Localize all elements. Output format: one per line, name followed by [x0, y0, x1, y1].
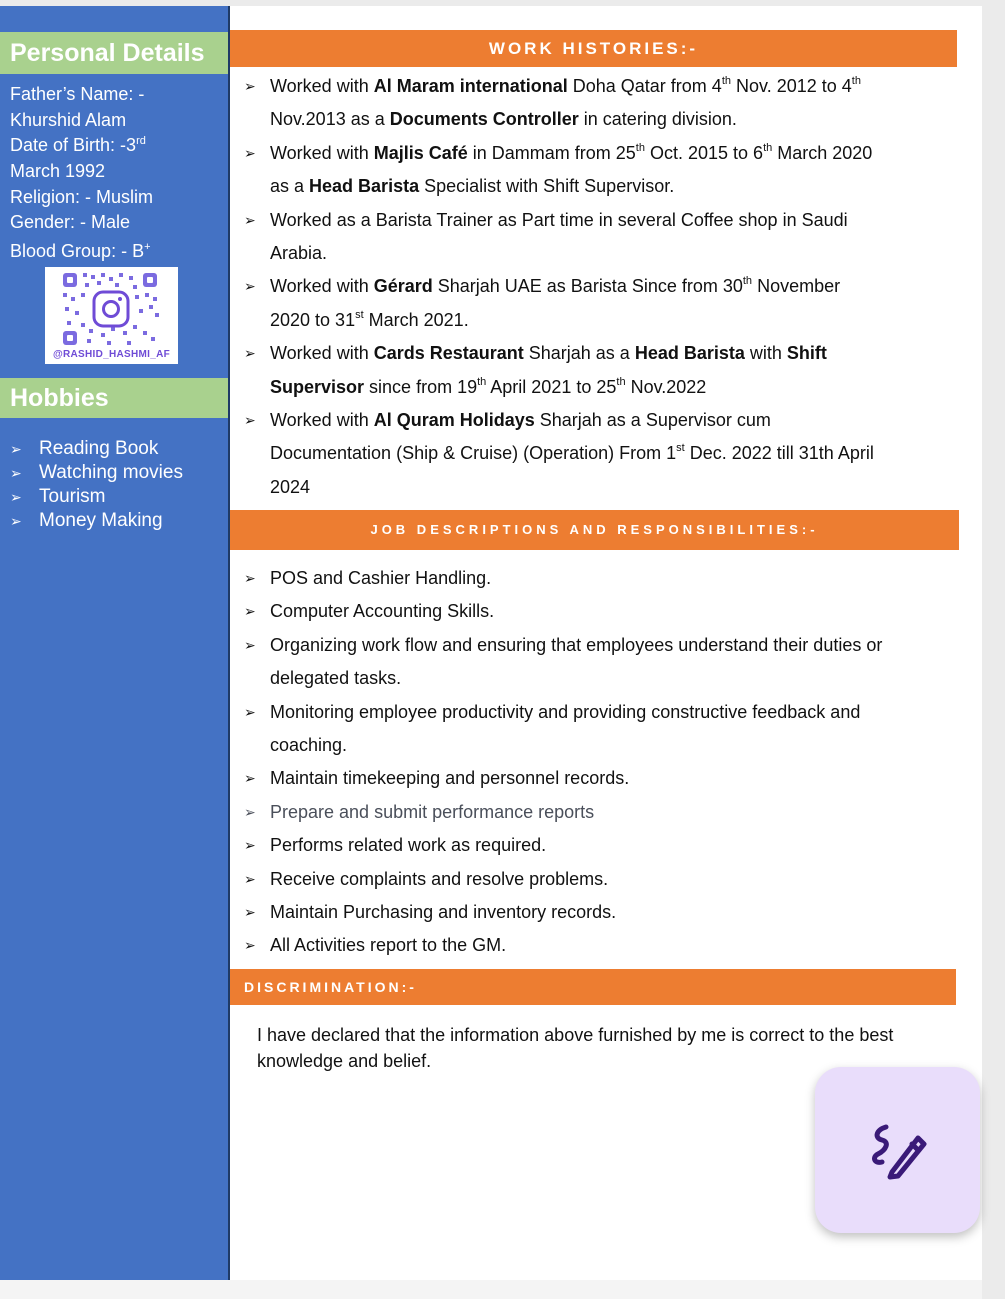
job-line: ➢ Receive complaints and resolve problems. — [240, 863, 960, 896]
arrow-bullet-icon: ➢ — [244, 770, 256, 787]
work-line: ➢ Worked with Al Maram international Doha Qatar from 4th Nov. 2012 to 4th — [240, 70, 960, 103]
work-line: 2020 to 31st March 2021. — [270, 308, 469, 330]
dob-rest: March 1992 — [10, 161, 106, 181]
qr-handle-label: @RASHID_HASHMI_AF — [52, 349, 171, 360]
personal-details-heading: Personal Details — [0, 32, 228, 74]
arrow-bullet-icon: ➢ — [244, 636, 256, 653]
arrow-bullet-icon: ➢ — [244, 211, 256, 228]
arrow-bullet-icon: ➢ — [244, 603, 256, 620]
work-line: Arabia. — [270, 243, 328, 264]
job-line: ➢ Maintain timekeeping and personnel records. — [240, 762, 960, 795]
declaration-text: I have declared that the information above furnished by me is correct to the best knowledge and belief. — [257, 1025, 894, 1071]
work-line: ➢ Worked with Cards Restaurant Sharjah as a Head Barista with Shift — [240, 337, 960, 370]
sidebar — [0, 6, 228, 1280]
work-line: ➢ Worked with Al Quram Holidays Sharjah as a Supervisor cum — [240, 404, 960, 437]
dob-line: Date of Birth: -3rd — [10, 135, 146, 155]
work-line: ➢ Worked as a Barista Trainer as Part time in several Coffee shop in Saudi — [240, 204, 960, 237]
qr-pattern — [45, 267, 178, 349]
arrow-bullet-icon: ➢ — [244, 703, 256, 720]
job-line: ➢ Monitoring employee productivity and providing constructive feedback and — [240, 696, 960, 729]
arrow-bullet-icon: ➢ — [244, 78, 256, 94]
hobbies-list — [0, 437, 228, 533]
arrow-bullet-icon: ➢ — [10, 465, 22, 481]
hobby-item: ➢ Watching movies — [10, 462, 183, 483]
arrow-bullet-icon: ➢ — [244, 837, 256, 854]
gender: Gender: - Male — [10, 212, 131, 232]
work-history-list — [240, 70, 960, 504]
job-line: ➢ Computer Accounting Skills. — [240, 595, 960, 628]
arrow-bullet-icon: ➢ — [244, 870, 256, 887]
hobby-item: ➢ Money Making — [10, 510, 163, 531]
arrow-bullet-icon: ➢ — [244, 345, 256, 362]
blood-group: Blood Group: - B+ — [10, 241, 151, 261]
job-line: ➢ Organizing work flow and ensuring that employees understand their duties or — [240, 629, 960, 662]
arrow-bullet-icon: ➢ — [244, 278, 256, 295]
arrow-bullet-icon: ➢ — [10, 441, 22, 457]
arrow-bullet-icon: ➢ — [244, 570, 256, 586]
work-line: Documentation (Ship & Cruise) (Operation) From 1st Dec. 2022 till 31th April — [270, 442, 874, 464]
work-line: ➢ Worked with Majlis Café in Dammam from 25th Oct. 2015 to 6th March 2020 — [240, 137, 960, 170]
sidebar-divider — [228, 6, 230, 1280]
work-line: Supervisor since from 19th April 2021 to 25th Nov.2022 — [270, 375, 707, 397]
instagram-qr-code[interactable] — [45, 267, 178, 364]
work-line: ➢ Worked with Gérard Sharjah UAE as Barista Since from 30th November — [240, 270, 960, 303]
job-line: delegated tasks. — [270, 668, 402, 689]
job-line: ➢ Performs related work as required. — [240, 829, 960, 862]
discrimination-heading: DISCRIMINATION:- — [230, 969, 956, 1005]
father-name: Khurshid Alam — [10, 110, 127, 130]
arrow-bullet-icon: ➢ — [10, 513, 22, 529]
arrow-bullet-icon: ➢ — [244, 412, 256, 429]
religion: Religion: - Muslim — [10, 187, 154, 207]
edit-fab-button[interactable] — [815, 1067, 980, 1233]
edit-icon — [868, 1120, 928, 1180]
arrow-bullet-icon: ➢ — [10, 489, 22, 505]
arrow-bullet-icon: ➢ — [244, 904, 256, 921]
work-histories-heading: WORK HISTORIES:- — [230, 30, 957, 67]
work-line: Nov.2013 as a Documents Controller in catering division. — [270, 109, 737, 130]
page-bottom-edge — [0, 1280, 982, 1299]
father-label: Father’s Name: - — [10, 84, 145, 104]
work-line: 2024 — [270, 476, 311, 497]
hobby-item: ➢ Reading Book — [10, 438, 159, 459]
job-line: ➢ Prepare and submit performance reports — [240, 796, 960, 829]
job-line: ➢ Maintain Purchasing and inventory records. — [240, 896, 960, 929]
job-line: ➢ All Activities report to the GM. — [240, 929, 960, 962]
arrow-bullet-icon: ➢ — [244, 937, 256, 954]
hobbies-heading: Hobbies — [0, 378, 228, 418]
hobby-item: ➢ Tourism — [10, 486, 106, 507]
job-line: ➢ POS and Cashier Handling. — [240, 562, 960, 595]
job-descriptions-heading: JOB DESCRIPTIONS AND RESPONSIBILITIES:- — [230, 510, 959, 550]
job-descriptions-list — [240, 562, 960, 963]
work-line: as a Head Barista Specialist with Shift Supervisor. — [270, 176, 675, 197]
arrow-bullet-icon: ➢ — [244, 803, 256, 820]
arrow-bullet-icon: ➢ — [244, 144, 256, 161]
job-line: coaching. — [270, 735, 348, 756]
